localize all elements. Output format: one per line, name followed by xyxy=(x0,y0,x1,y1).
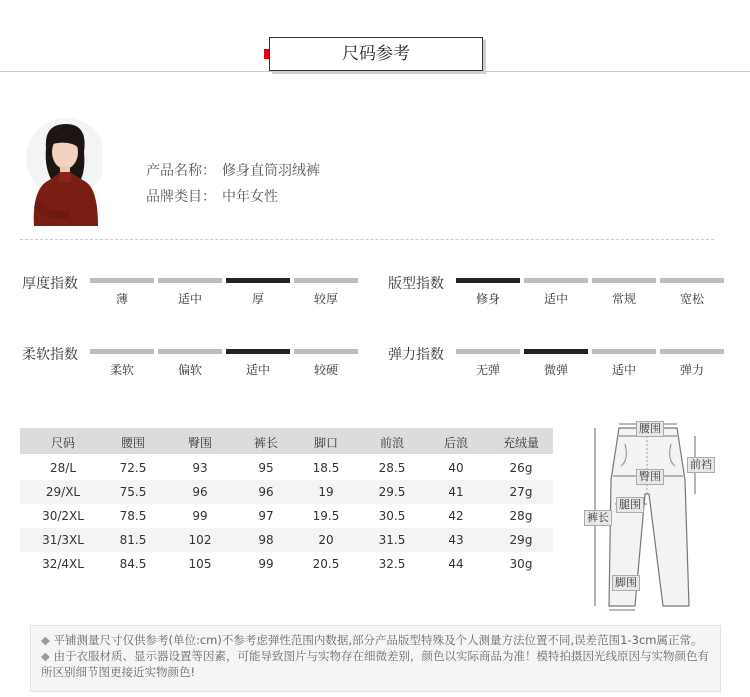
table-cell: 29.5 xyxy=(378,485,406,499)
table-cell: 81.5 xyxy=(119,533,147,547)
product-name-value: 修身直筒羽绒裤 xyxy=(222,163,320,179)
indicator-segment xyxy=(294,278,358,283)
table-cell: 32/4XL xyxy=(42,557,84,571)
table-header-cell: 臀围 xyxy=(187,436,212,450)
table-header-cell: 脚口 xyxy=(313,436,338,450)
model-photo xyxy=(24,118,102,226)
table-cell: 20.5 xyxy=(312,557,340,571)
indicator-option: 常规 xyxy=(611,292,636,306)
product-category-row xyxy=(146,186,278,206)
table-cell: 27g xyxy=(509,485,533,499)
table-cell: 28.5 xyxy=(378,461,406,475)
product-name-row xyxy=(146,160,320,180)
diagram-label-front-rise: 前裆 xyxy=(687,457,715,473)
table-cell: 30g xyxy=(509,557,533,571)
table-cell: 28/L xyxy=(50,461,76,475)
diagram-label-thigh: 腿围 xyxy=(616,497,644,513)
product-category-value: 中年女性 xyxy=(222,189,278,205)
table-cell: 99 xyxy=(192,509,208,523)
table-cell: 28g xyxy=(509,509,533,523)
table-cell: 32.5 xyxy=(378,557,406,571)
indicator-segment xyxy=(90,278,154,283)
table-cell: 40 xyxy=(448,461,464,475)
table-cell: 102 xyxy=(188,533,212,547)
dashed-divider xyxy=(20,239,714,240)
table-cell: 26g xyxy=(509,461,533,475)
indicator-option: 微弹 xyxy=(543,363,568,377)
table-cell: 95 xyxy=(258,461,274,475)
title-divider xyxy=(0,71,750,72)
table-header-cell: 后浪 xyxy=(443,436,468,450)
table-cell: 98 xyxy=(258,533,274,547)
indicator-option: 适中 xyxy=(245,363,270,377)
bullet-icon: ◆ xyxy=(41,649,54,663)
diagram-label-length: 裤长 xyxy=(584,510,612,526)
indicator-label: 版型指数 xyxy=(388,276,444,292)
indicator-segment-selected xyxy=(226,349,290,354)
indicator-label: 弹力指数 xyxy=(388,347,444,363)
note-item xyxy=(41,648,710,680)
product-name-label: 产品名称： xyxy=(146,163,216,179)
table-cell: 41 xyxy=(448,485,464,499)
table-header-cell: 裤长 xyxy=(253,436,278,450)
indicator-segment xyxy=(660,349,724,354)
note-text: 由于衣服材质、显示器设置等因素，可能导致图片与实物存在细微差别，颜色以实际商品为准！模特拍摄因光线原因与实物颜色有所区别细节图更接近实物颜色! xyxy=(41,649,709,679)
section-title: 尺码参考 xyxy=(269,37,483,71)
indicator-segment xyxy=(158,278,222,283)
indicator-option: 柔软 xyxy=(109,363,134,377)
indicator-option: 较厚 xyxy=(313,292,338,306)
indicator-option: 适中 xyxy=(611,363,636,377)
table-cell: 29g xyxy=(509,533,533,547)
table-cell: 96 xyxy=(192,485,208,499)
notes-box xyxy=(30,625,721,692)
indicator-segment xyxy=(592,278,656,283)
indicator-option: 适中 xyxy=(177,292,202,306)
indicator-segment xyxy=(660,278,724,283)
indicator-segment-selected xyxy=(524,349,588,354)
indicator-segment xyxy=(158,349,222,354)
table-cell: 31.5 xyxy=(378,533,406,547)
indicator-segment xyxy=(524,278,588,283)
table-cell: 31/3XL xyxy=(42,533,84,547)
table-cell: 30.5 xyxy=(378,509,406,523)
table-header-cell: 尺码 xyxy=(50,436,75,450)
table-cell: 105 xyxy=(188,557,212,571)
indicator-segment xyxy=(592,349,656,354)
table-header-cell: 前浪 xyxy=(379,436,404,450)
indicator-label: 厚度指数 xyxy=(22,276,78,292)
table-cell: 18.5 xyxy=(312,461,340,475)
table-cell: 97 xyxy=(258,509,274,523)
table-cell: 19.5 xyxy=(312,509,340,523)
table-cell: 78.5 xyxy=(119,509,147,523)
indicator-segment xyxy=(456,349,520,354)
indicator-option: 宽松 xyxy=(679,292,704,306)
diagram-label-hip: 臀围 xyxy=(636,469,664,485)
table-cell: 19 xyxy=(318,485,334,499)
product-category-label: 品牌类目： xyxy=(146,189,216,205)
table-cell: 75.5 xyxy=(119,485,147,499)
diagram-label-hem: 脚围 xyxy=(612,575,640,591)
indicator-segment-selected xyxy=(226,278,290,283)
indicator-segment-selected xyxy=(456,278,520,283)
table-cell: 43 xyxy=(448,533,464,547)
table-cell: 29/XL xyxy=(45,485,81,499)
indicator-option: 适中 xyxy=(543,292,568,306)
bullet-icon: ◆ xyxy=(41,633,54,647)
indicator-option: 厚 xyxy=(251,292,264,306)
indicator-option: 修身 xyxy=(475,292,500,306)
table-cell: 30/2XL xyxy=(42,509,84,523)
indicator-option: 无弹 xyxy=(475,363,500,377)
diagram-label-waist: 腰围 xyxy=(636,421,664,437)
indicator-option: 较硬 xyxy=(313,363,338,377)
indicator-segment xyxy=(90,349,154,354)
table-cell: 84.5 xyxy=(119,557,147,571)
table-cell: 72.5 xyxy=(119,461,147,475)
table-cell: 44 xyxy=(448,557,464,571)
indicator-segment xyxy=(294,349,358,354)
table-cell: 96 xyxy=(258,485,274,499)
indicator-label: 柔软指数 xyxy=(22,347,78,363)
indicator-option: 偏软 xyxy=(177,363,202,377)
table-cell: 99 xyxy=(258,557,274,571)
note-text: 平铺测量尺寸仅供参考(单位:cm)不参考虑弹性范围内数据,部分产品版型特殊及个人测量方法位置不同,误差范围1-3cm属正常。 xyxy=(53,633,703,647)
table-cell: 20 xyxy=(318,533,334,547)
indicator-option: 薄 xyxy=(115,292,128,306)
table-cell: 93 xyxy=(192,461,208,475)
note-item xyxy=(41,632,710,648)
indicator-option: 弹力 xyxy=(679,363,704,377)
table-cell: 42 xyxy=(448,509,464,523)
table-header-cell: 充绒量 xyxy=(502,436,539,450)
table-header-cell: 腰围 xyxy=(120,436,145,450)
